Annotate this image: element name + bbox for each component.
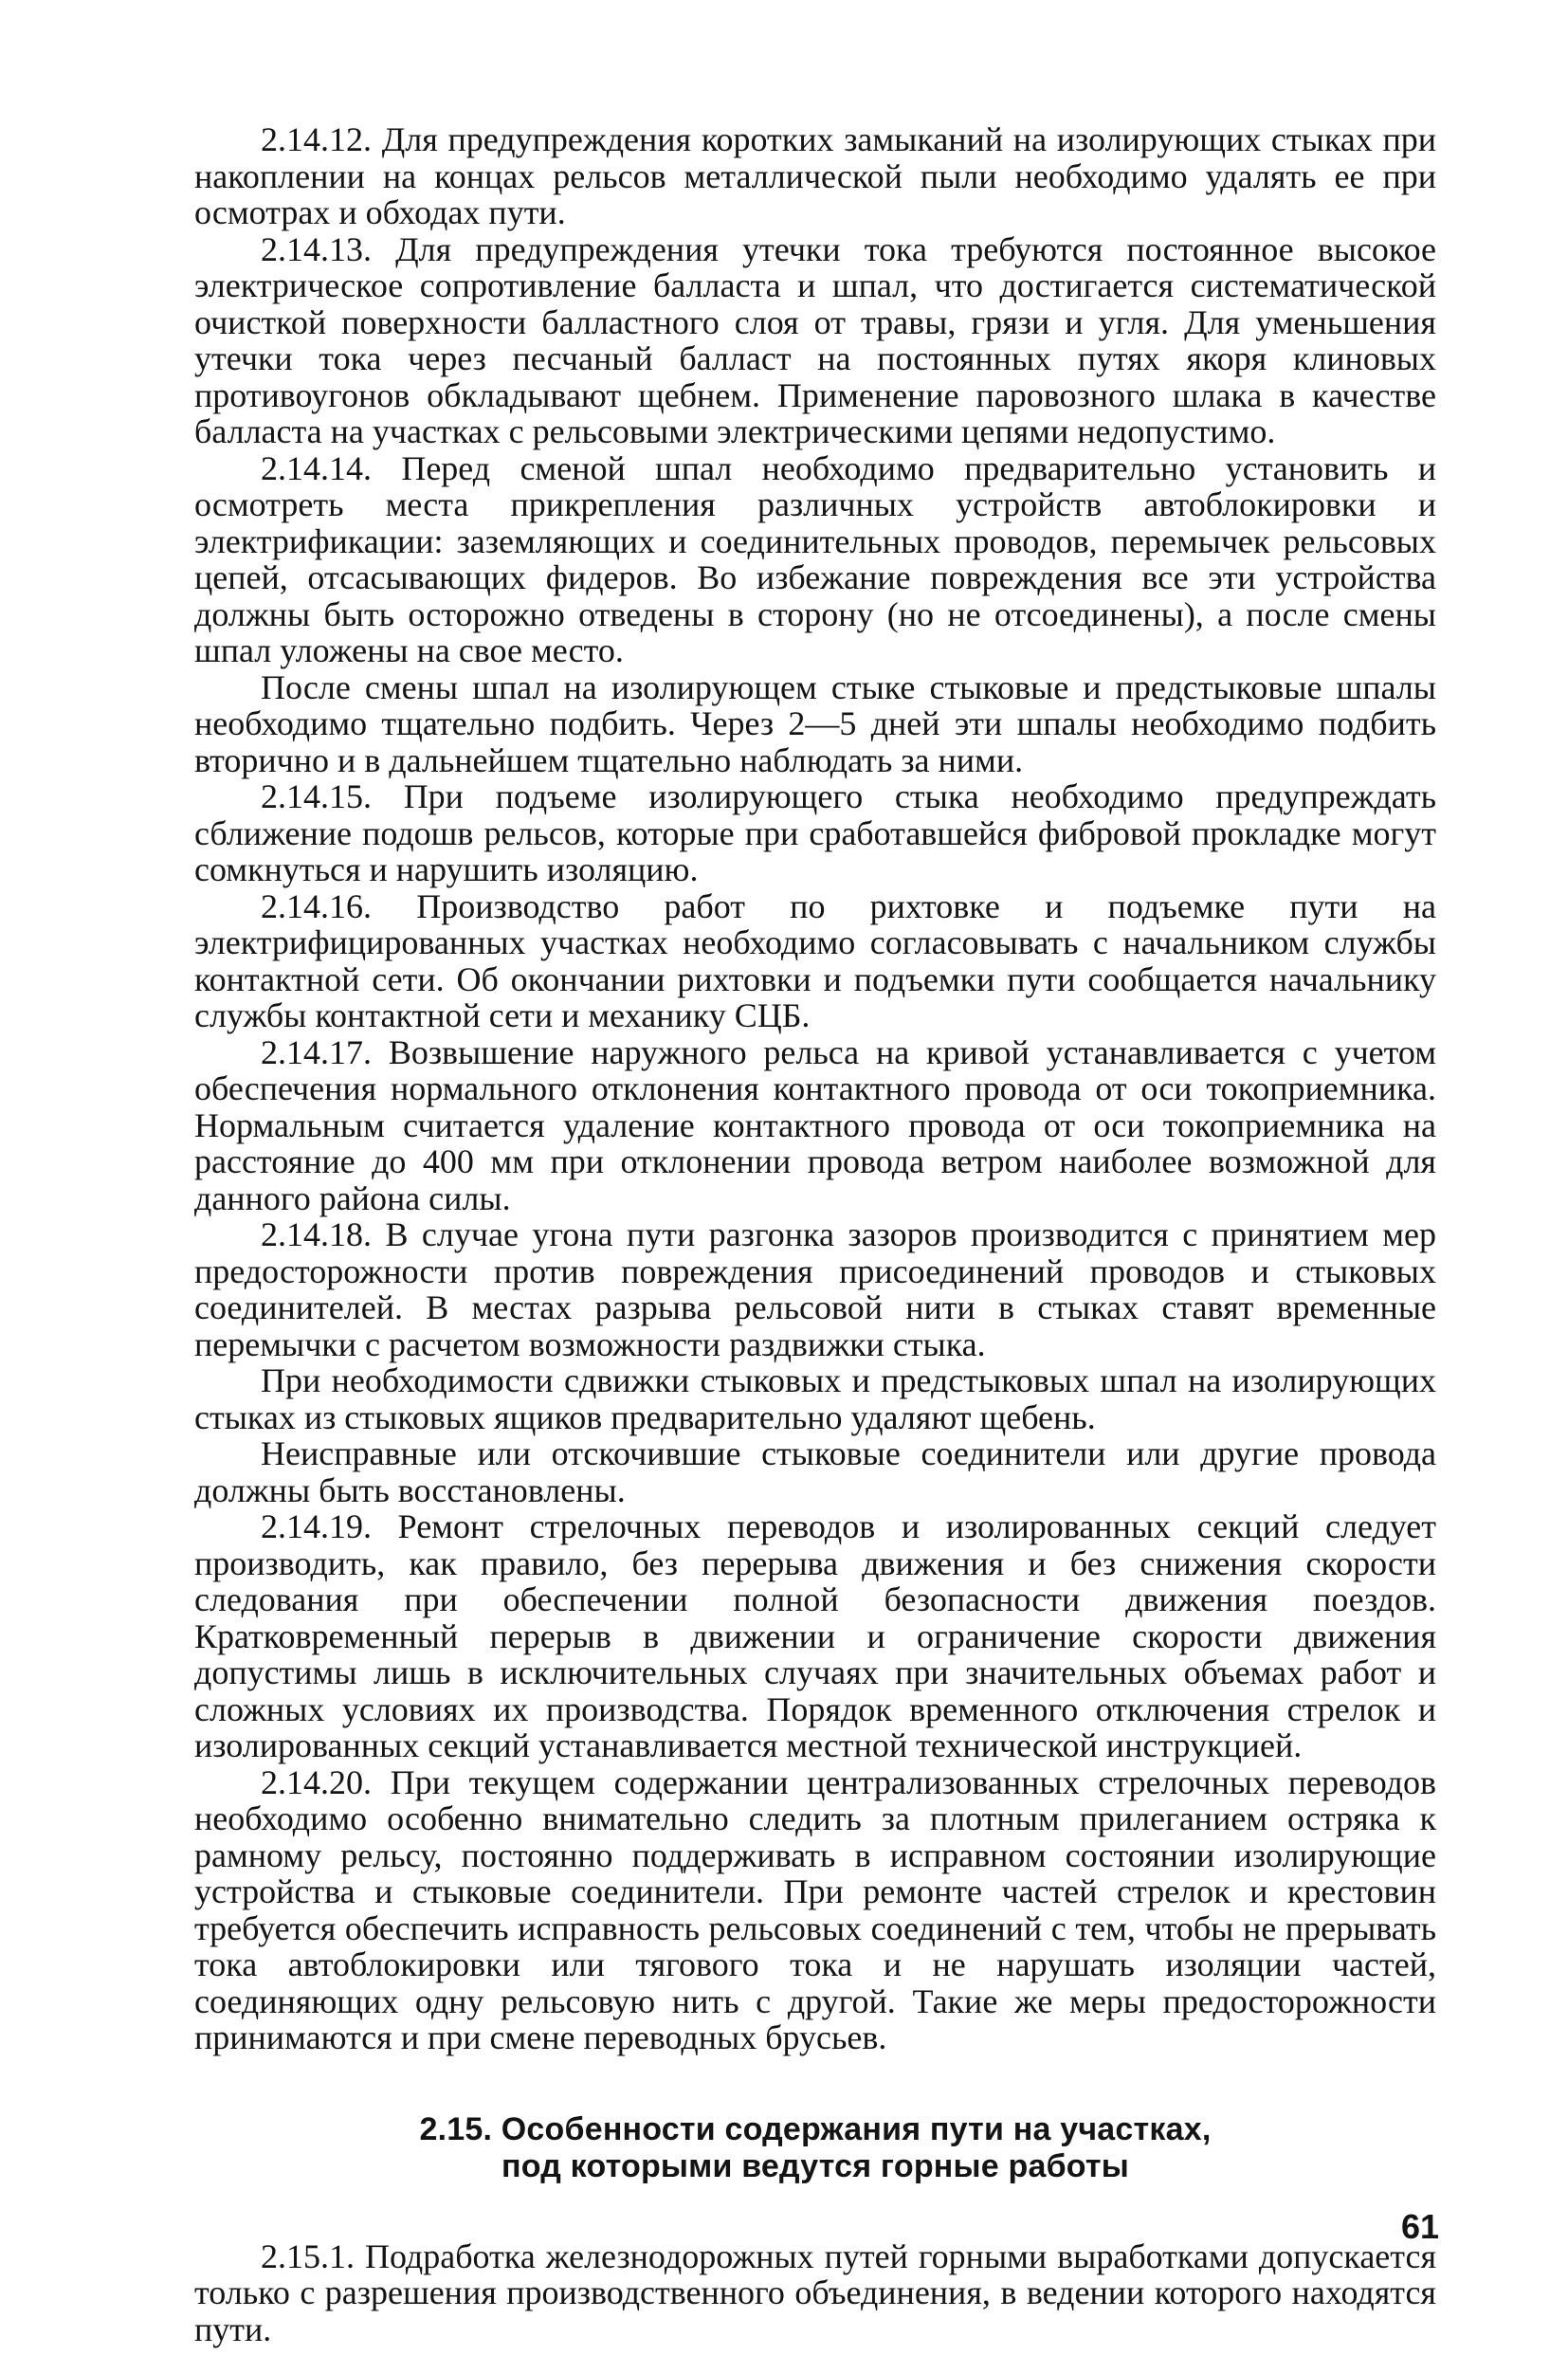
paragraph-2-14-17: 2.14.17. Возвышение наружного рельса на кривой устанавливается с учетом обеспечения нормального отклонения контактного провода от оси токоприемника. Нормальным считается удаление контактного провода от оси токоприемника на расстояние до 400 мм при отклонении провода ветром наиболее возможной для данного района силы. [194,1032,1436,1217]
paragraph-2-15-1: 2.15.1. Подработка железнодорожных путей горными выработками допускается только с разрешения производственного объединения, в ведении которого находятся пути. [194,2236,1436,2348]
paragraph-2-14-18: 2.14.18. В случае угона пути разгонка зазоров производится с принятием мер предосторожности против повреждения присоединений проводов и стыковых соединителей. В местах разрыва рельсовой нити в стыках ставят временные перемычки с расчетом возможности раздвижки стыка. [194,1215,1436,1363]
page-number: 61 [1401,2207,1440,2246]
paragraph-faulty-connectors: Неисправные или отскочившие стыковые соединители или другие провода должны быть восстановлены. [194,1434,1436,1509]
paragraph-sleeper-replacement: После смены шпал на изолирующем стыке стыковые и предстыковые шпалы необходимо тщательно подбить. Через 2—5 дней эти шпалы необходимо подбить вторично и в дальнейшем тщательно наблюдать за ними. [194,667,1436,779]
paragraph-2-14-19: 2.14.19. Ремонт стрелочных переводов и изолированных секций следует производить, как правило, без перерыва движения и без снижения скорости следования при обеспечении полной безопасности движения поездов. Кратковременный перерыв в движении и ограничение скорости движения допустимы лишь в исключительных случаях при значительных объемах работ и сложных условиях их производства. Порядок временного отключения стрелок и изолированных секций устанавливается местной технической инструкцией. [194,1507,1436,1764]
paragraph-2-14-15: 2.14.15. При подъеме изолирующего стыка необходимо предупреждать сближение подошв рельсов, которые при сработавшейся фибровой прокладке могут сомкнуться и нарушить изоляцию. [194,777,1436,888]
paragraph-2-14-20: 2.14.20. При текущем содержании централизованных стрелочных переводов необходимо особенно внимательно следить за плотным прилеганием остряка к рамному рельсу, постоянно поддерживать в исправном состоянии изолирующие устройства и стыковые соединители. При ремонте частей стрелок и крестовин требуется обеспечить исправность рельсовых соединений с тем, чтобы не прерывать тока автоблокировки или тягового тока и не нарушать изоляции частей, соединяющих одну рельсовую нить с другой. Такие же меры предосторожности принимаются и при смене переводных брусьев. [194,1762,1436,2056]
section-heading-line-2: под которыми ведутся горные работы [501,2147,1129,2184]
paragraph-2-14-16: 2.14.16. Производство работ по рихтовке и подъемке пути на электрифицированных участках необходимо согласовывать с начальником службы контактной сети. Об окончании рихтовки и подъемки пути сообщается начальнику службы контактной сети и механику СЦБ. [194,886,1436,1034]
paragraph-2-14-13: 2.14.13. Для предупреждения утечки тока требуются постоянное высокое электрическое сопротивление балласта и шпал, что достигается систематической очисткой поверхности балластного слоя от травы, грязи и угля. Для уменьшения утечки тока через песчаный балласт на постоянных путях якоря клиновых противоугонов обкладывают щебнем. Применение паровозного шлака в качестве балласта на участках с рельсовыми электрическими цепями недопустимо. [194,229,1436,450]
section-heading-2-15 [194,2111,1436,2185]
section-heading-line-1: 2.15. Особенности содержания пути на участках, [419,2110,1212,2147]
paragraph-2-14-12: 2.14.12. Для предупреждения коротких замыканий на изолирующих стыках при накоплении на концах рельсов металлической пыли необходимо удалять ее при осмотрах и обходах пути. [194,120,1436,231]
document-page [194,121,1436,2347]
paragraph-2-14-14: 2.14.14. Перед сменой шпал необходимо предварительно установить и осмотреть места прикрепления различных устройств автоблокировки и электрификации: заземляющих и соединительных проводов, перемычек рельсовых цепей, отсасывающих фидеров. Во избежание повреждения все эти устройства должны быть осторожно отведены в сторону (но не отсоединены), а после смены шпал уложены на свое место. [194,448,1436,669]
paragraph-joint-sleepers: При необходимости сдвижки стыковых и предстыковых шпал на изолирующих стыках из стыковых ящиков предварительно удаляют щебень. [194,1361,1436,1436]
